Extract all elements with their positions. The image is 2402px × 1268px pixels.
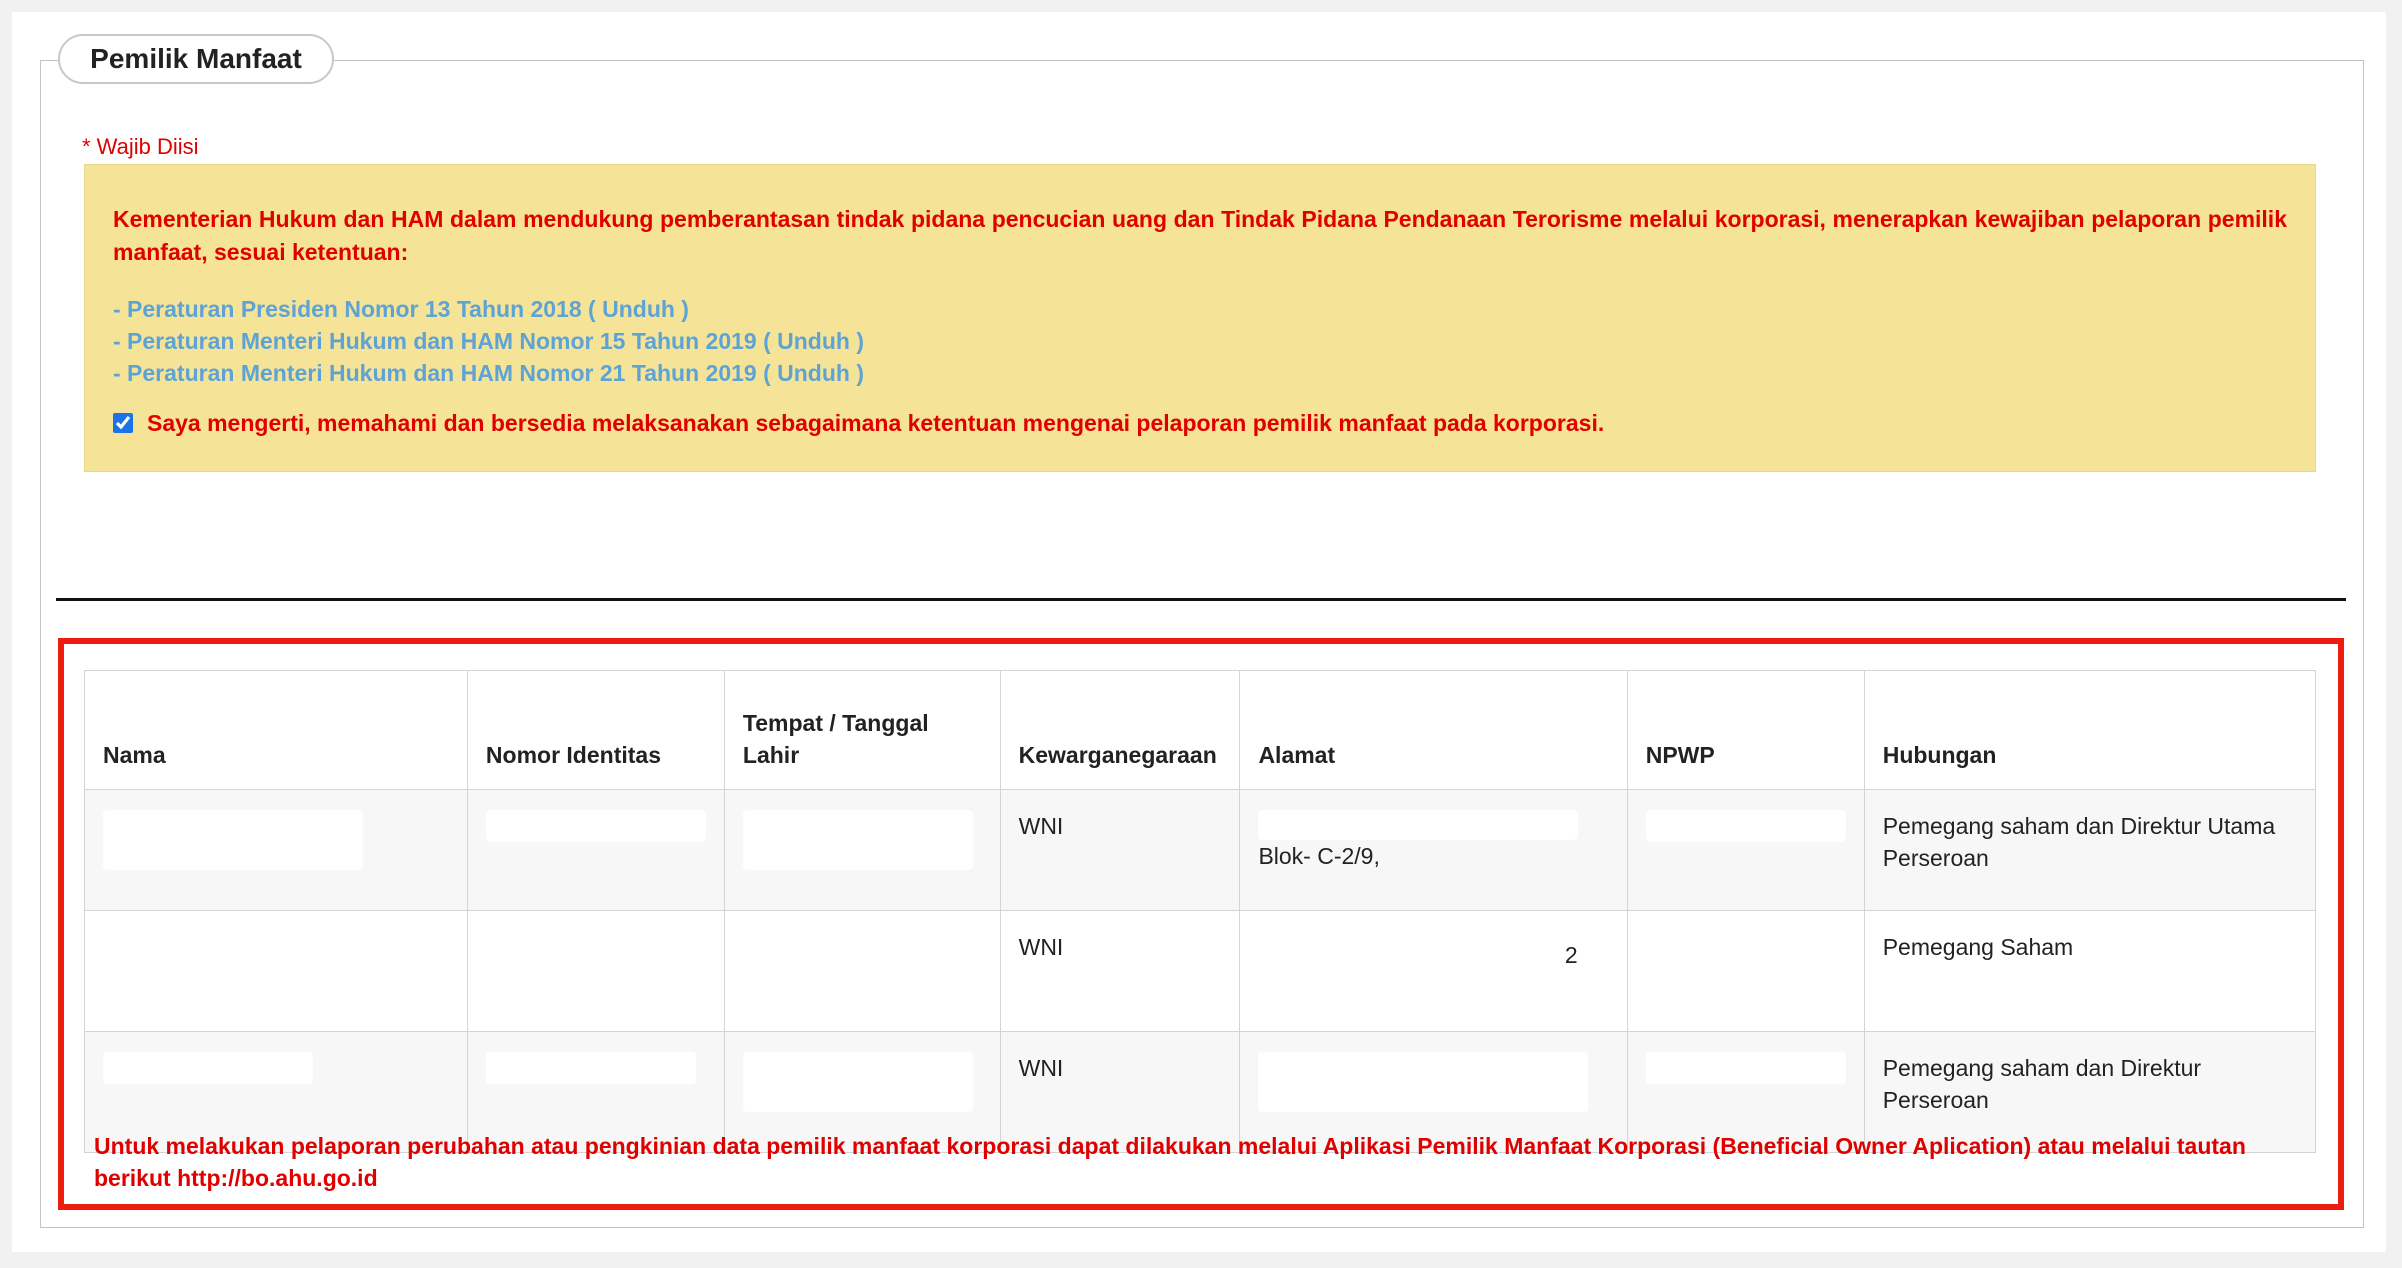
- cell-hubungan: Pemegang saham dan Direktur Perseroan: [1864, 1032, 2315, 1153]
- redacted-block: [103, 1052, 313, 1084]
- agreement-label[interactable]: Saya mengerti, memahami dan bersedia melaksanakan sebagaimana ketentuan mengenai pelaporan pemilik manfaat pada korporasi.: [147, 410, 1605, 436]
- cell-alamat: [1240, 790, 1627, 911]
- cell-nomor-identitas-redacted: [467, 790, 724, 911]
- beneficial-owner-table: [84, 670, 2316, 1153]
- agreement-checkbox[interactable]: [113, 413, 133, 433]
- redacted-block: [743, 931, 973, 991]
- redacted-block: [1258, 810, 1578, 840]
- cell-nomor-identitas-redacted: [467, 911, 724, 1032]
- header-tempat-tanggal-lahir: Tempat / Tanggal Lahir: [724, 671, 1000, 790]
- agreement-row: [113, 407, 2287, 439]
- required-note: * Wajib Diisi: [82, 134, 199, 159]
- header-hubungan: Hubungan: [1864, 671, 2315, 790]
- cell-npwp-redacted: [1627, 790, 1864, 911]
- header-kewarganegaraan: Kewarganegaraan: [1000, 671, 1240, 790]
- redacted-block: [103, 931, 353, 963]
- cell-kewarganegaraan: WNI: [1000, 911, 1240, 1032]
- redacted-block: [486, 810, 706, 842]
- cell-hubungan: Pemegang Saham: [1864, 911, 2315, 1032]
- redacted-block: [743, 1052, 973, 1112]
- table-header-row: [85, 671, 2316, 790]
- alamat-visible-text: Blok- C-2/9,: [1258, 843, 1380, 869]
- notice-text: Kementerian Hukum dan HAM dalam mendukung pemberantasan tindak pidana pencucian uang dan Tindak Pidana Pendanaan Terorisme melalui korporasi, menerapkan kewajiban pelaporan pemilik manfaat, sesuai ketentuan:: [113, 206, 2287, 265]
- link-permenkumham-21-2019[interactable]: - Peraturan Menteri Hukum dan HAM Nomor 21 Tahun 2019 ( Unduh ): [113, 360, 864, 386]
- header-alamat: Alamat: [1240, 671, 1627, 790]
- link-perpres-13-2018[interactable]: - Peraturan Presiden Nomor 13 Tahun 2018 ( Unduh ): [113, 296, 689, 322]
- redacted-block: [1258, 1052, 1588, 1112]
- cell-nama-redacted: [85, 790, 468, 911]
- cell-kewarganegaraan: WNI: [1000, 790, 1240, 911]
- alamat-visible-text: 2: [1564, 942, 1578, 968]
- footer-note: Untuk melakukan pelaporan perubahan atau pengkinian data pemilik manfaat korporasi dapat dilakukan melalui Aplikasi Pemilik Manfaat Korporasi (Beneficial Owner Aplication) atau melalui tautan berikut http://bo.ahu.go.id: [94, 1133, 2246, 1191]
- cell-npwp-redacted: [1627, 911, 1864, 1032]
- cell-ttl-redacted: [724, 790, 1000, 911]
- panel-title: Pemilik Manfaat: [58, 34, 334, 84]
- header-npwp: NPWP: [1627, 671, 1864, 790]
- redacted-block: [1646, 1052, 1846, 1084]
- section-divider: [56, 598, 2346, 601]
- cell-hubungan: Pemegang saham dan Direktur Utama Perseroan: [1864, 790, 2315, 911]
- redacted-block: [1646, 931, 1846, 963]
- link-permenkumham-15-2019[interactable]: - Peraturan Menteri Hukum dan HAM Nomor 15 Tahun 2019 ( Unduh ): [113, 328, 864, 354]
- regulation-links: [113, 293, 2287, 389]
- redacted-block: [486, 931, 696, 963]
- cell-alamat: [1240, 911, 1627, 1032]
- header-nomor-identitas: Nomor Identitas: [467, 671, 724, 790]
- redacted-block: [743, 810, 973, 870]
- page: [12, 12, 2386, 1252]
- table-row: [85, 790, 2316, 911]
- header-nama: Nama: [85, 671, 468, 790]
- table-row: [85, 911, 2316, 1032]
- redacted-block: [486, 1052, 696, 1084]
- cell-nama-redacted: [85, 911, 468, 1032]
- redacted-block: [1258, 931, 1558, 963]
- redacted-block: [1646, 810, 1846, 842]
- cell-kewarganegaraan: WNI: [1000, 1032, 1240, 1153]
- redacted-block: [103, 810, 363, 870]
- regulation-notice: [84, 164, 2316, 472]
- cell-ttl-redacted: [724, 911, 1000, 1032]
